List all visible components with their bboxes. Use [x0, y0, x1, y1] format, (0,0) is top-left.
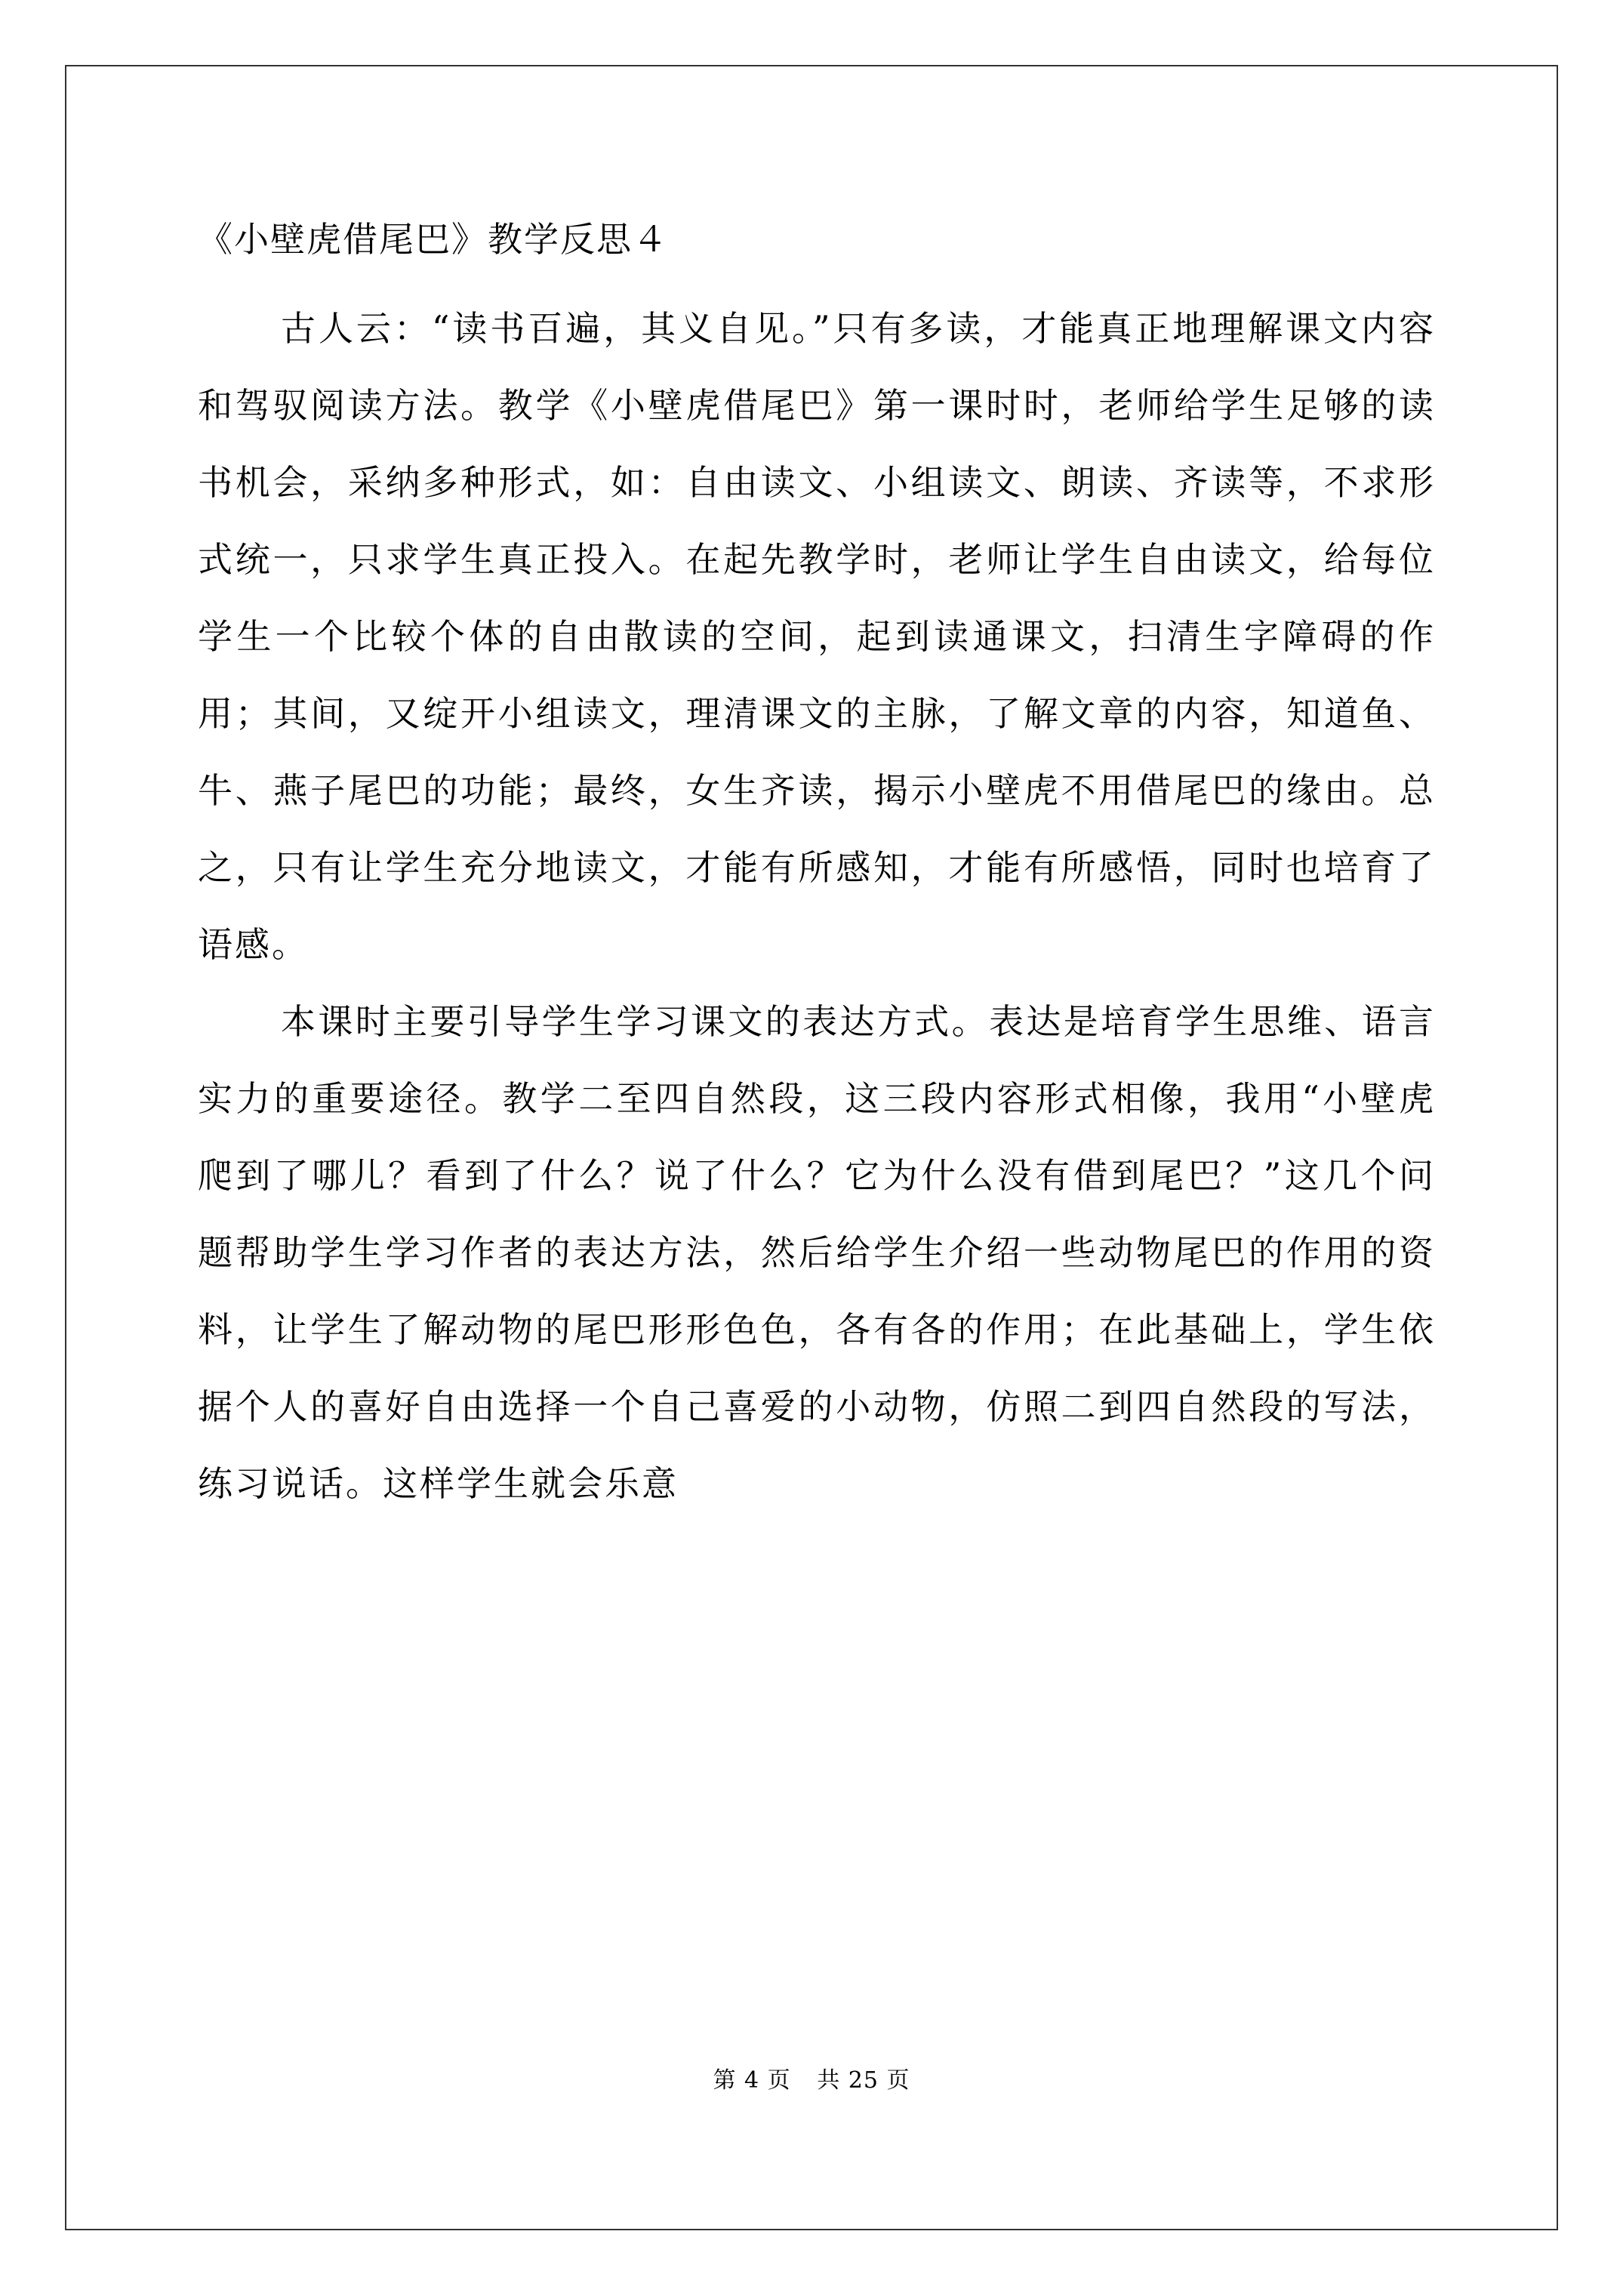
page-number: 第 4 页 — [713, 2067, 791, 2094]
paragraph-1: 古人云：“读书百遍，其义自见。”只有多读，才能真正地理解课文内容和驾驭阅读方法。教学《小壁虎借尾巴》第一课时时，老师给学生足够的读书机会，采纳多种形式，如：自由读文、小组读文、朗读、齐读等，不求形式统一，只求学生真正投入。在起先教学时，老师让学生自由读文，给每位学生一个比较个体的自由散读的空间，起到读通课文，扫清生字障碍的作用；其间，又绽开小组读文，理清课文的主脉，了解文章的内容，知道鱼、牛、燕子尾巴的功能；最终，女生齐读，揭示小壁虎不用借尾巴的缘由。总之，只有让学生充分地读文，才能有所感知，才能有所感悟，同时也培育了语感。 — [198, 308, 1436, 965]
page-footer — [0, 2061, 1623, 2094]
page-total: 共 25 页 — [817, 2067, 910, 2094]
document-title: 《小壁虎借尾巴》教学反思４ — [198, 219, 669, 260]
document-body — [198, 213, 1436, 1522]
paragraph-2: 本课时主要引导学生学习课文的表达方式。表达是培育学生思维、语言实力的重要途径。教学二至四自然段，这三段内容形式相像，我用“小壁虎爬到了哪儿？看到了什么？说了什么？它为什么没有借到尾巴？”这几个问题帮助学生学习作者的表达方法，然后给学生介绍一些动物尾巴的作用的资料，让学生了解动物的尾巴形形色色，各有各的作用；在此基础上，学生依据个人的喜好自由选择一个自己喜爱的小动物，仿照二到四自然段的写法，练习说话。这样学生就会乐意 — [198, 1001, 1436, 1504]
